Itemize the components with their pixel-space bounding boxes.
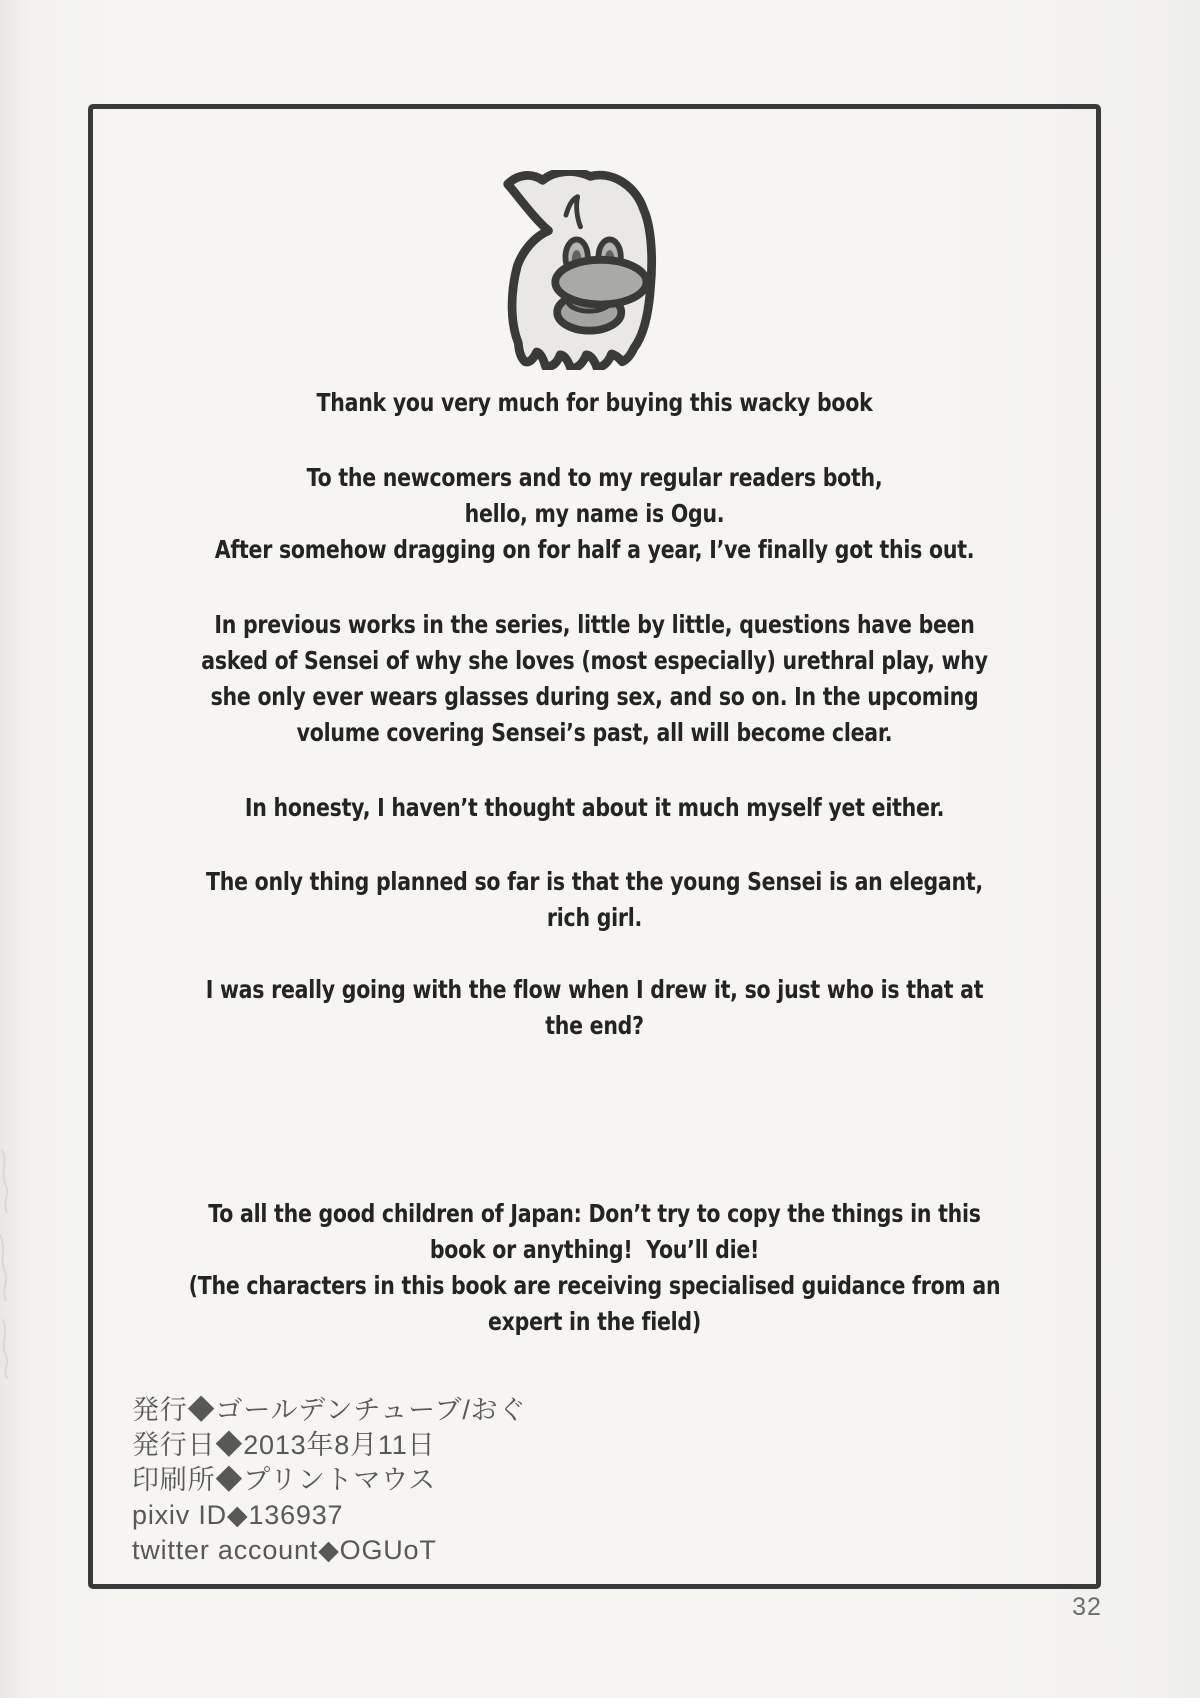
colophon-pixiv-id: pixiv ID◆136937 [132,1500,344,1530]
afterword-paragraph-flow [93,972,1096,1044]
afterword-line: (The characters in this book are receiving specialised guidance from an [188,1271,1001,1300]
afterword-line: In previous works in the series, little by little, questions have been [214,610,975,639]
afterword-line: book or anything! You’ll die! [429,1235,760,1264]
afterword-paragraph-series [93,607,1096,751]
afterword-line: To the newcomers and to my regular readers both, [306,463,883,492]
afterword-line: asked of Sensei of why she loves (most especially) urethral play, why [201,646,988,675]
afterword-line: rich girl. [546,903,643,932]
mascot-illustration [498,170,663,370]
afterword-paragraph-greeting [93,460,1096,568]
afterword-paragraph-plan [93,864,1096,936]
colophon-publication-date: 発行日◆2013年8月11日 [132,1430,436,1460]
afterword-line: To all the good children of Japan: Don’t try to copy the things in this [208,1199,981,1228]
afterword-line: In honesty, I haven’t thought about it much myself yet either. [244,793,945,822]
afterword-line: she only ever wears glasses during sex, and so on. In the upcoming [210,682,979,711]
afterword-line: Thank you very much for buying this wacky book [316,388,873,417]
afterword-line: hello, my name is Ogu. [464,499,725,528]
mascot-bill [555,260,646,305]
colophon-block [132,1393,526,1568]
colophon-printer: 印刷所◆プリントマウス [132,1465,436,1495]
afterword-paragraph-honesty [93,790,1096,826]
page-border-frame [88,104,1101,1589]
afterword-line: the end? [545,1011,644,1040]
scan-artifact-smudge [0,1140,18,1380]
afterword-paragraph-thanks [93,385,1096,421]
afterword-line: The only thing planned so far is that the young Sensei is an elegant, [206,867,983,896]
afterword-line: expert in the field) [488,1307,701,1336]
colophon-twitter-account: twitter account◆OGUoT [132,1535,437,1565]
page-number: 32 [1072,1593,1102,1621]
afterword-line: I was really going with the flow when I drew it, so just who is that at [205,975,984,1004]
afterword-line: volume covering Sensei’s past, all will become clear. [296,718,893,747]
afterword-paragraph-warning [93,1196,1096,1340]
afterword-line: After somehow dragging on for half a year, I’ve finally got this out. [214,535,975,564]
colophon-publisher: 発行◆ゴールデンチューブ/おぐ [132,1395,527,1425]
